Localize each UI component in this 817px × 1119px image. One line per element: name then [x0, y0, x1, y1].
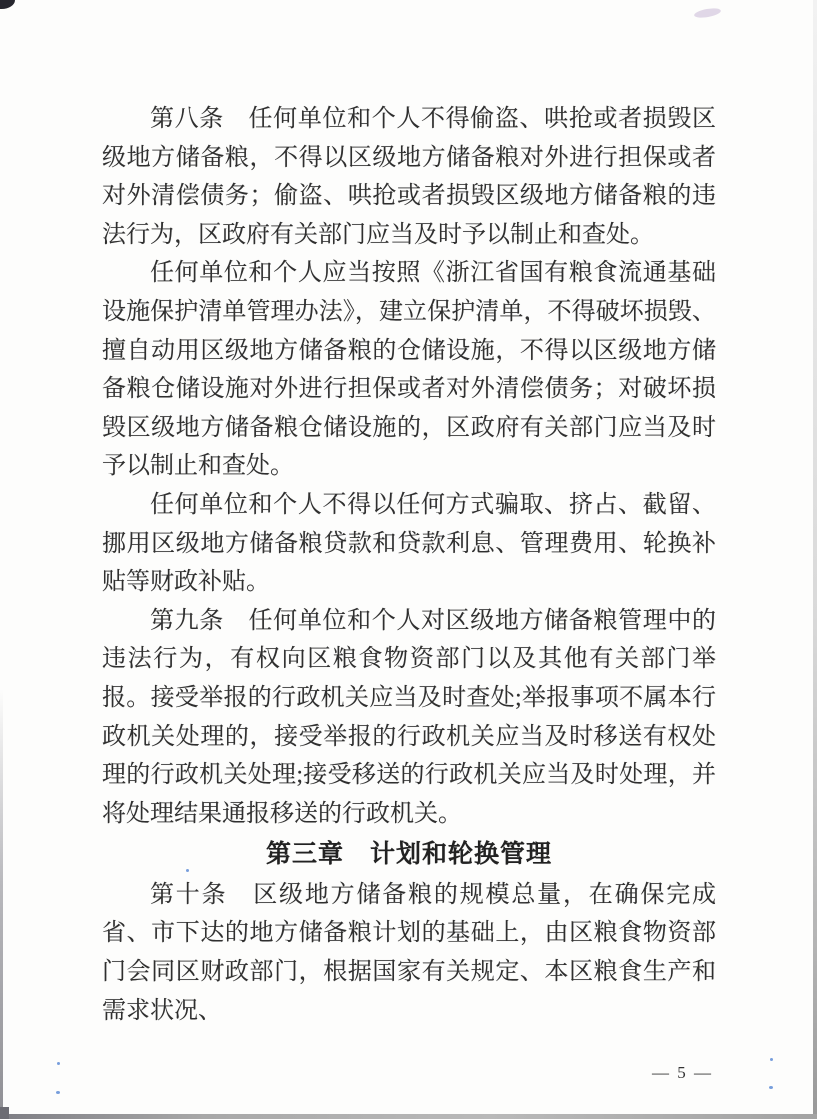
page-number: — 5 — [652, 1063, 713, 1082]
paragraph-protection-list: 任何单位和个人应当按照《浙江省国有粮食流通基础设施保护清单管理办法》，建立保护清单，不得破坏损毁、擅自动用区级地方储备粮的仓储设施，不得以区级地方储备粮仓储设施对外进行担保或者对外清偿债务；对破坏损毁区级地方储备粮仓储设施的，区政府有关部门应当及时予以制止和查处。 [102, 260, 716, 480]
scan-edge-shadow-right [813, 0, 817, 1119]
document-body [102, 100, 716, 1030]
paragraph-subsidy-prohibition: 任何单位和个人不得以任何方式骗取、挤占、截留、挪用区级地方储备粮贷款和贷款利息、管理费用、轮换补贴等财政补贴。 [102, 491, 716, 596]
paragraph-article-9: 第九条 任何单位和个人对区级地方储备粮管理中的违法行为，有权向区粮食物资部门以及其他有关部门举报。接受举报的行政机关应当及时查处;举报事项不属本行政机关处理的，接受举报的行政机关应当及时移送有权处理的行政机关处理;接受移送的行政机关应当及时处理，并将处理结果通报移送的行政机关。 [102, 607, 716, 827]
chapter-3-heading: 第三章 计划和轮换管理 [265, 840, 552, 869]
paragraph-article-8: 第八条 任何单位和个人不得偷盗、哄抢或者损毁区级地方储备粮，不得以区级地方储备粮对外进行担保或者对外清偿债务；偷盗、哄抢或者损毁区级地方储备粮的违法行为，区政府有关部门应当及时予以制止和查处。 [102, 106, 716, 248]
scan-ink-speck [770, 1058, 773, 1061]
scan-corner-artifact-bottom-left [0, 1107, 9, 1119]
scan-corner-artifact-top-left [0, 0, 15, 9]
scan-ink-speck [769, 1086, 773, 1089]
scan-smudge-top-right [694, 7, 722, 20]
scan-edge-shadow-bottom [0, 1114, 817, 1119]
scan-ink-speck [57, 1062, 60, 1065]
paragraph-article-10: 第十条 区级地方储备粮的规模总量，在确保完成省、市下达的地方储备粮计划的基础上，由区粮食物资部门会同区财政部门，根据国家有关规定、本区粮食生产和需求状况、 [102, 881, 716, 1024]
scan-ink-speck [56, 1091, 60, 1094]
scan-edge-shadow-left [0, 689, 3, 1119]
